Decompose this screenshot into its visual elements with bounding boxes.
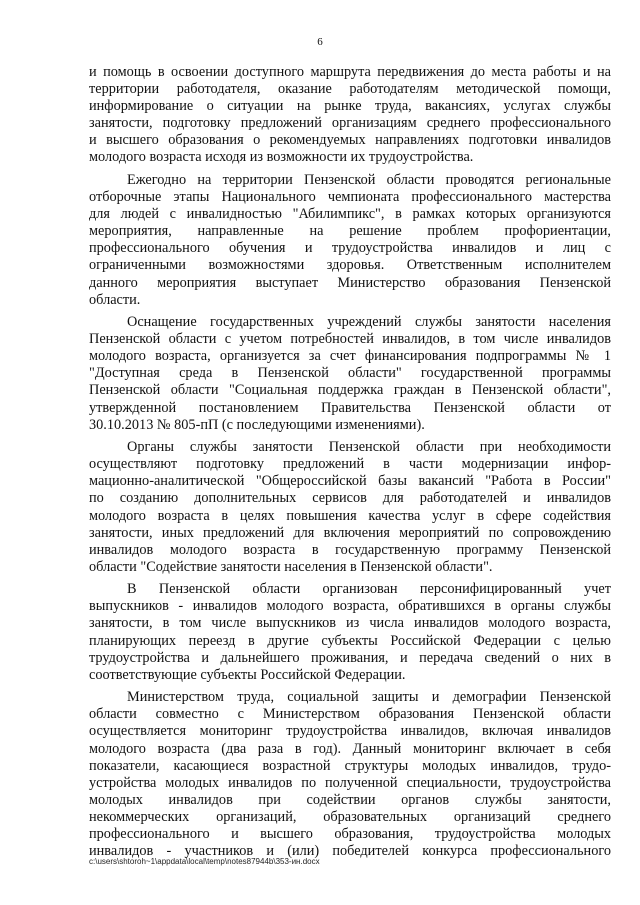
paragraph-5 [89,581,611,684]
file-path-footer: c:\users\shtoroh~1\appdata\local\temp\notes87944b\353-ин.docx [89,857,320,866]
text-line: инвалидов - участников и (или) победителей конкурса профессионального [89,843,611,860]
text-line: Органы службы занятости Пензенской области при необходимости [127,439,611,456]
text-line: планирующих переезд в другие субъекты Российской Федерации с целью [89,632,611,649]
text-line: молодых инвалидов при содействии органов службы занятости, [89,791,611,808]
text-line: осуществляют подготовку предложений в части модернизации инфор- [89,456,611,473]
text-line: для людей с инвалидностью "Абилимпикс", в рамках которых организуются [89,206,611,223]
text-line: занятости, подготовку предложений организациям среднего профессионального [89,115,611,132]
text-line: ограниченными возможностями здоровья. Ответственным исполнителем [89,257,611,274]
text-line: профессионального и высшего образования, трудоустройства молодых [89,825,611,842]
text-line: занятости, в том числе выпускников из числа инвалидов молодого возраста, [89,615,611,632]
text-line: области совместно с Министерством образования Пензенской области [89,706,611,723]
paragraph-4 [89,439,611,576]
paragraph-6 [89,689,611,860]
text-line: по созданию дополнительных сервисов для работодателей и инвалидов [89,490,611,507]
text-line: данного мероприятия выступает Министерство образования Пензенской [89,274,611,291]
text-line: трудоустройства и дальнейшего проживания, и передача сведений о них в [89,649,611,666]
text-line: и помощь в освоении доступного маршрута передвижения до места работы и на [89,64,611,80]
text-line: "Доступная среда в Пензенской области" государственной программы [89,365,611,382]
text-line: осуществляется мониторинг трудоустройства инвалидов, включая инвалидов [89,723,611,740]
text-line: информирование о ситуации на рынке труда, вакансиях, услугах службы [89,98,611,115]
text-line: молодого возраста исходя из возможности их трудоустройства. [89,149,474,166]
text-line: В Пензенской области организован персонифицированный учет [127,581,611,598]
paragraph-1 [89,64,611,167]
page-number: 6 [317,36,323,48]
text-line: Пензенской области "Социальная поддержка граждан в Пензенской области", [89,382,611,399]
text-line: Министерством труда, социальной защиты и демографии Пензенской [127,689,611,706]
text-line: молодого возраста (два раза в год). Данный мониторинг включает в себя [89,740,611,757]
text-line: выпускников - инвалидов молодого возраста, обратившихся в органы службы [89,598,611,615]
text-line: некоммерческих организаций, образовательных организаций среднего [89,808,611,825]
text-line: 30.10.2013 № 805-пП (с последующими изменениями). [89,416,425,433]
text-line: мационно-аналитической "Общероссийской базы вакансий "Работа в России" [89,473,611,490]
text-line: территории работодателя, оказание работодателям методической помощи, [89,81,611,98]
text-line: занятости, иных предложений для включения мероприятий по сопровождению [89,524,611,541]
text-line: профессионального обучения и трудоустройства инвалидов и лиц с [89,240,611,257]
text-line: инвалидов молодого возраста в государственную программу Пензенской [89,541,611,558]
text-line: молодого возраста в целях повышения качества услуг в сфере содействия [89,507,611,524]
text-line: соответствующие субъекты Российской Федерации. [89,666,406,683]
text-line: показатели, касающиеся возрастной структуры молодых инвалидов, трудо- [89,757,611,774]
text-line: молодого возраста, организуется за счет финансирования подпрограммы № 1 [89,348,611,365]
paragraph-3 [89,314,611,434]
text-line: области. [89,291,141,308]
text-line: отборочные этапы Национального чемпионата профессионального мастерства [89,189,611,206]
text-line: Оснащение государственных учреждений службы занятости населения [127,314,611,331]
paragraph-2 [89,172,611,309]
text-line: Ежегодно на территории Пензенской области проводятся региональные [127,171,611,188]
text-line: устройства молодых инвалидов по полученной специальности, трудоустройства [89,774,611,791]
text-line: мероприятия, направленные на решение проблем профориентации, [89,223,611,240]
text-line: и высшего образования о рекомендуемых направлениях подготовки инвалидов [89,132,611,149]
text-line: Пензенской области с учетом потребностей инвалидов, в том числе инвалидов [89,331,611,348]
document-body [89,64,611,860]
text-line: области "Содействие занятости населения в Пензенской области". [89,558,493,575]
text-line: утвержденной постановлением Правительства Пензенской области от [89,399,611,416]
